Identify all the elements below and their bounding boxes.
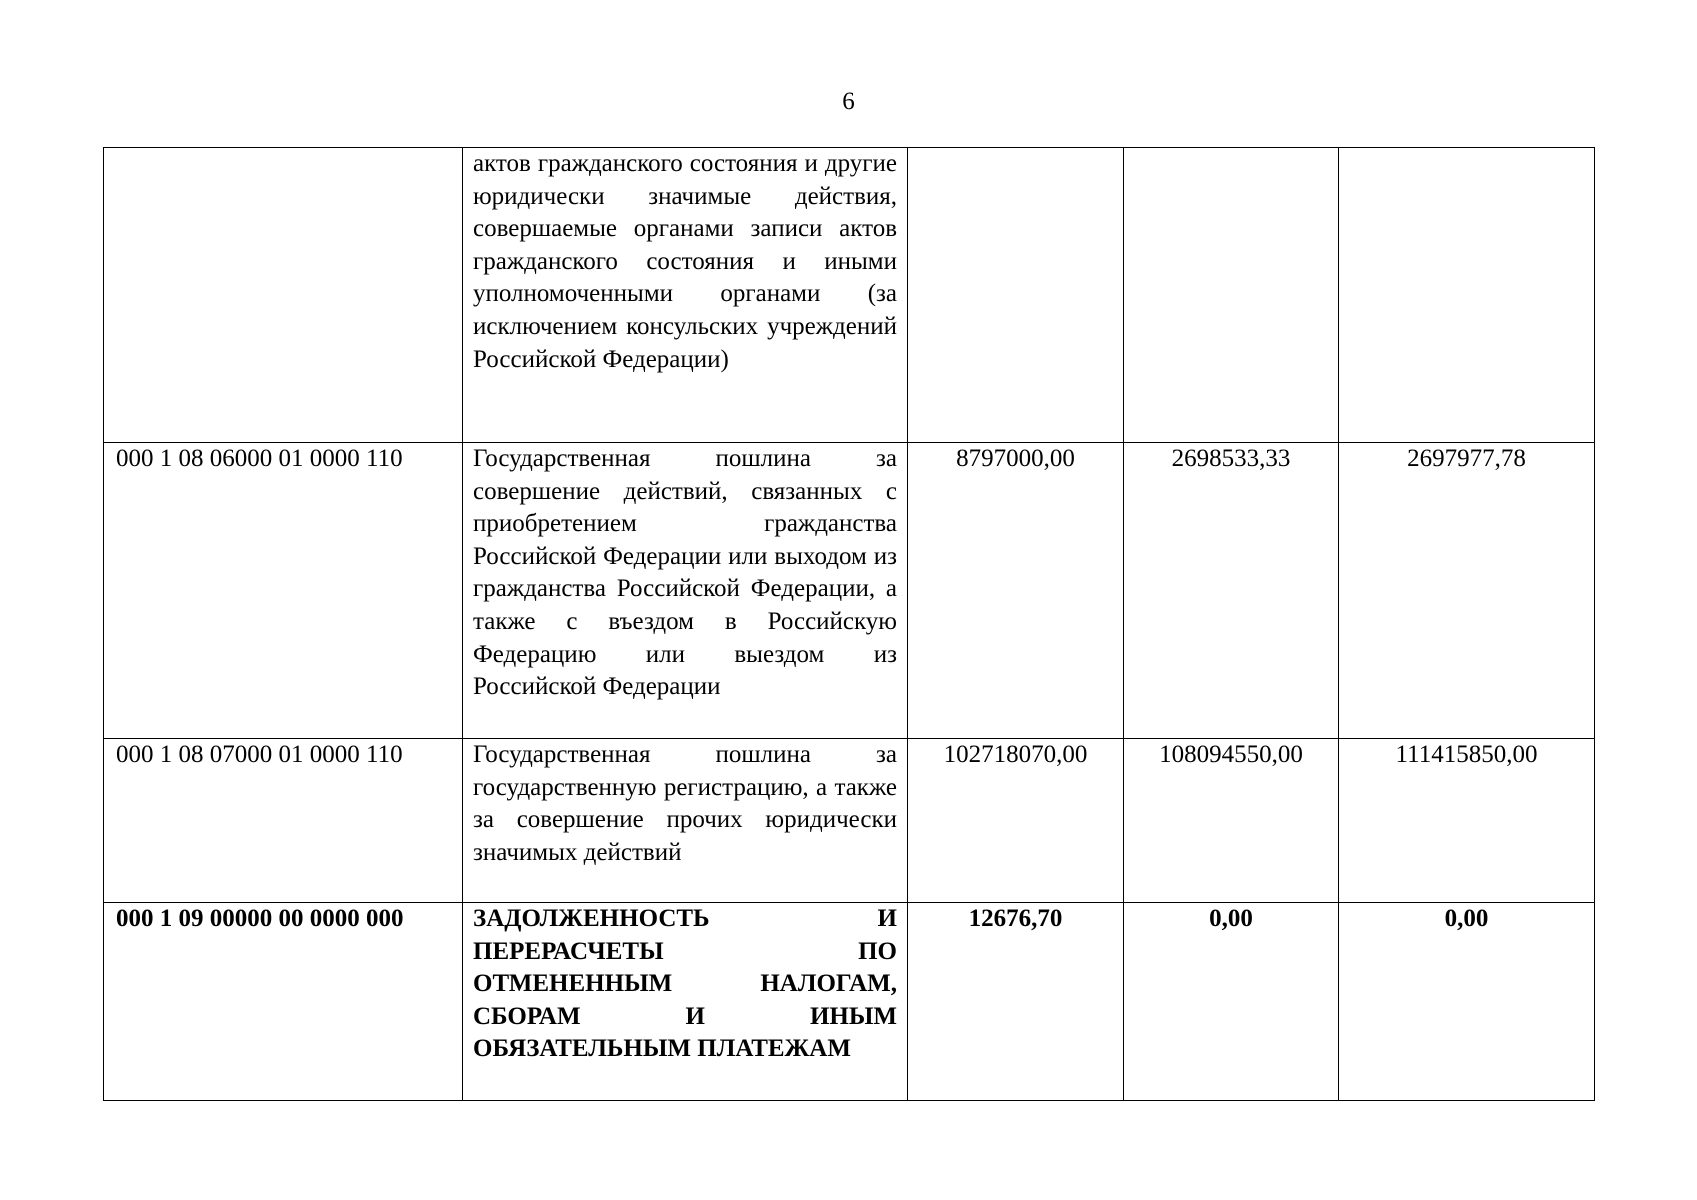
table-row [104,903,1595,1101]
table-row [104,443,1595,739]
amount-year2-cell [1124,148,1339,443]
amount-year1-cell [908,148,1124,443]
budget-revenue-table [103,147,1595,1101]
revenue-name-cell: ЗАДОЛЖЕННОСТЬ И ПЕРЕРАСЧЕТЫ ПО ОТМЕНЕННЫМ НАЛОГАМ, СБОРАМ И ИНЫМ ОБЯЗАТЕЛЬНЫМ ПЛАТЕЖАМ [463,903,908,1101]
amount-year1-cell: 8797000,00 [908,443,1124,739]
amount-year1-cell: 12676,70 [908,903,1124,1101]
revenue-name-cell: Государственная пошлина за государственную регистрацию, а также за совершение прочих юридически значимых действий [463,739,908,903]
amount-year2-cell: 0,00 [1124,903,1339,1101]
amount-year3-cell: 2697977,78 [1339,443,1595,739]
amount-year1-cell: 102718070,00 [908,739,1124,903]
budget-code-cell: 000 1 09 00000 00 0000 000 [104,903,463,1101]
amount-year2-cell: 2698533,33 [1124,443,1339,739]
table-row [104,148,1595,443]
budget-code-cell [104,148,463,443]
amount-year3-cell: 0,00 [1339,903,1595,1101]
table-row [104,739,1595,903]
amount-year2-cell: 108094550,00 [1124,739,1339,903]
amount-year3-cell: 111415850,00 [1339,739,1595,903]
amount-year3-cell [1339,148,1595,443]
budget-code-cell: 000 1 08 06000 01 0000 110 [104,443,463,739]
page-number: 6 [842,88,855,115]
revenue-name-cell: актов гражданского состояния и другие юридически значимые действия, совершаемые органами записи актов гражданского состояния и иными уполномоченными органами (за исключением консульских учреждений Российской Федерации) [463,148,908,443]
budget-code-cell: 000 1 08 07000 01 0000 110 [104,739,463,903]
revenue-name-cell: Государственная пошлина за совершение действий, связанных с приобретением гражданства Российской Федерации или выходом из гражданства Российской Федерации, а также с въездом в Российскую Федерацию или выездом из Российской Федерации [463,443,908,739]
